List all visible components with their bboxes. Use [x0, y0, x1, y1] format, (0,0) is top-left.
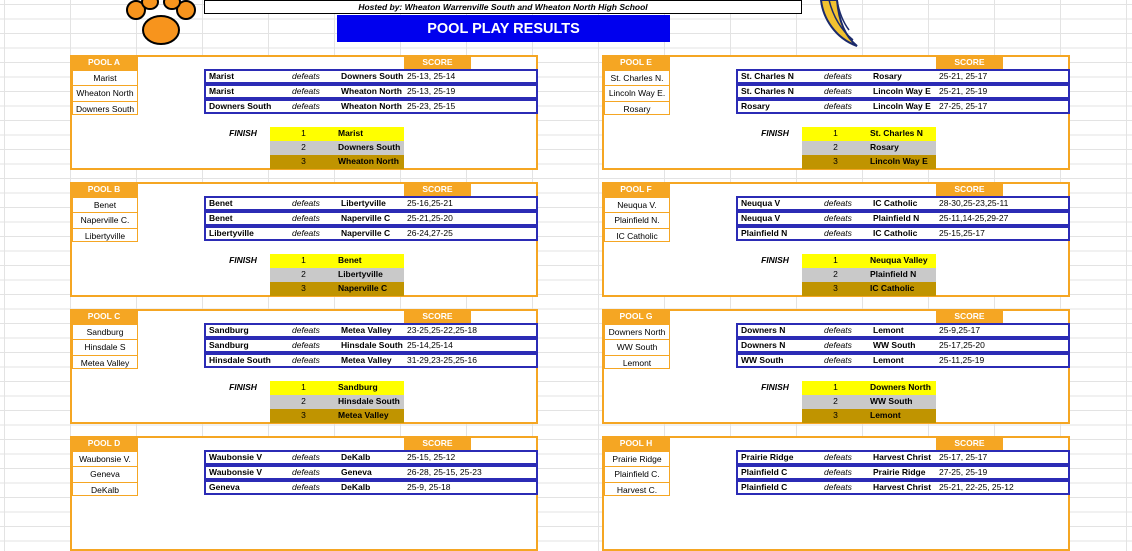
match-loser: DeKalb [341, 452, 371, 462]
match-loser: Wheaton North [341, 101, 402, 111]
place-team: Downers North [870, 382, 931, 392]
match-loser: Downers South [341, 71, 404, 81]
pool-team: Downers North [608, 327, 666, 337]
place-number: 3 [833, 410, 838, 420]
pool-teams-list [72, 451, 138, 496]
place-number: 2 [301, 142, 306, 152]
finish-place-3 [802, 409, 936, 423]
match-winner: Marist [209, 86, 235, 96]
defeats-label: defeats [824, 355, 852, 365]
match-score: 25-21, 25-19 [939, 86, 988, 96]
match-result-row [204, 196, 538, 211]
place-team: Hinsdale South [338, 396, 400, 406]
match-winner: Prairie Ridge [741, 452, 794, 462]
match-score: 27-25, 25-19 [939, 467, 988, 477]
match-loser: Rosary [873, 71, 902, 81]
pool-team: Wheaton North [73, 85, 137, 100]
defeats-label: defeats [292, 452, 320, 462]
match-loser: Naperville C [341, 228, 391, 238]
match-score: 27-25, 25-17 [939, 101, 988, 111]
page-title: POOL PLAY RESULTS [337, 15, 670, 42]
match-score: 28-30,25-23,25-11 [939, 198, 1009, 208]
match-result-row [204, 323, 538, 338]
pool-name: POOL A [70, 55, 138, 70]
score-header: SCORE [404, 182, 471, 197]
defeats-label: defeats [824, 71, 852, 81]
finish-place-2 [802, 395, 936, 409]
pool-team: Plainfield C. [605, 466, 669, 481]
pool-teams-list [604, 451, 670, 496]
place-team: Downers South [338, 142, 401, 152]
match-winner: Waubonsie V [209, 452, 263, 462]
match-loser: Libertyville [341, 198, 386, 208]
match-result-row [736, 450, 1070, 465]
place-number: 1 [301, 255, 306, 265]
defeats-label: defeats [824, 101, 852, 111]
pool-d-block [70, 436, 538, 551]
match-score: 25-11,14-25,29-27 [939, 213, 1009, 223]
place-team: St. Charles N [870, 128, 923, 138]
place-team: Naperville C [338, 283, 388, 293]
place-number: 2 [301, 396, 306, 406]
match-winner: Neuqua V [741, 198, 781, 208]
finish-label: FINISH [229, 382, 257, 392]
defeats-label: defeats [292, 340, 320, 350]
match-result-row [736, 226, 1070, 241]
place-team: IC Catholic [870, 283, 915, 293]
defeats-label: defeats [824, 452, 852, 462]
match-winner: Plainfield C [741, 482, 788, 492]
place-team: Neuqua Valley [870, 255, 928, 265]
match-result-row [736, 196, 1070, 211]
finish-place-2 [270, 141, 404, 155]
pool-team: Metea Valley [73, 355, 137, 370]
match-loser: Prairie Ridge [873, 467, 926, 477]
defeats-label: defeats [824, 228, 852, 238]
pool-team: Sandburg [86, 327, 124, 337]
pool-team: DeKalb [73, 482, 137, 497]
tiger-paw-logo [120, 0, 202, 46]
match-loser: IC Catholic [873, 198, 918, 208]
defeats-label: defeats [824, 340, 852, 350]
pool-team: WW South [605, 339, 669, 354]
match-result-row [736, 353, 1070, 368]
place-team: Marist [338, 128, 364, 138]
place-team: Plainfield N [870, 269, 917, 279]
match-winner: Downers South [209, 101, 272, 111]
match-loser: IC Catholic [873, 228, 918, 238]
place-team: Libertyville [338, 269, 383, 279]
defeats-label: defeats [824, 467, 852, 477]
pool-teams-list [72, 324, 138, 369]
place-team: Lemont [870, 410, 901, 420]
finish-place-2 [802, 268, 936, 282]
match-winner: Benet [209, 213, 233, 223]
match-score: 25-13, 25-14 [407, 71, 456, 81]
match-score: 25-14,25-14 [407, 340, 453, 350]
match-loser: Lincoln Way E [873, 101, 931, 111]
pool-team: Naperville C. [73, 212, 137, 227]
match-winner: Sandburg [209, 325, 249, 335]
pool-team: Neuqua V. [617, 200, 657, 210]
defeats-label: defeats [292, 228, 320, 238]
match-result-row [204, 338, 538, 353]
place-number: 1 [301, 128, 306, 138]
match-score: 25-9,25-17 [939, 325, 981, 335]
match-winner: Plainfield C [741, 467, 788, 477]
pool-f-block [602, 182, 1070, 297]
pool-c-block [70, 309, 538, 424]
pool-e-block [602, 55, 1070, 170]
place-number: 1 [833, 255, 838, 265]
defeats-label: defeats [824, 325, 852, 335]
match-loser: DeKalb [341, 482, 371, 492]
finish-label: FINISH [229, 255, 257, 265]
match-result-row [204, 226, 538, 241]
pool-team: Downers South [73, 101, 137, 116]
match-score: 25-21,25-20 [407, 213, 453, 223]
match-winner: Sandburg [209, 340, 249, 350]
finish-label: FINISH [761, 128, 789, 138]
finish-place-3 [802, 282, 936, 296]
defeats-label: defeats [292, 71, 320, 81]
defeats-label: defeats [292, 101, 320, 111]
pool-team: Lincoln Way E. [605, 85, 669, 100]
place-number: 2 [833, 142, 838, 152]
match-score: 25-13, 25-19 [407, 86, 456, 96]
match-result-row [736, 69, 1070, 84]
match-result-row [736, 480, 1070, 495]
place-team: WW South [870, 396, 913, 406]
match-loser: Lemont [873, 355, 904, 365]
pool-teams-list [604, 70, 670, 115]
finish-place-3 [270, 155, 404, 169]
pool-teams-list [604, 197, 670, 242]
place-number: 1 [301, 382, 306, 392]
falcon-wing-logo [815, 0, 865, 48]
place-number: 1 [833, 128, 838, 138]
score-header: SCORE [404, 309, 471, 324]
match-winner: Hinsdale South [209, 355, 271, 365]
pool-team: Hinsdale S [73, 339, 137, 354]
score-header: SCORE [936, 182, 1003, 197]
match-result-row [736, 465, 1070, 480]
pool-g-block [602, 309, 1070, 424]
match-score: 25-15,25-17 [939, 228, 985, 238]
match-result-row [204, 353, 538, 368]
finish-place-1 [270, 254, 404, 268]
pool-team: Prairie Ridge [612, 454, 662, 464]
pool-name: POOL F [602, 182, 670, 197]
defeats-label: defeats [824, 198, 852, 208]
match-winner: Downers N [741, 325, 786, 335]
place-number: 1 [833, 382, 838, 392]
pool-teams-list [72, 197, 138, 242]
place-team: Wheaton North [338, 156, 399, 166]
match-winner: St. Charles N [741, 71, 794, 81]
score-header: SCORE [404, 55, 471, 70]
score-header: SCORE [404, 436, 471, 451]
pool-name: POOL H [602, 436, 670, 451]
match-loser: Hinsdale South [341, 340, 403, 350]
place-team: Benet [338, 255, 362, 265]
match-winner: Libertyville [209, 228, 254, 238]
place-number: 3 [301, 410, 306, 420]
match-loser: Naperville C [341, 213, 391, 223]
pool-name: POOL G [602, 309, 670, 324]
match-winner: Waubonsie V [209, 467, 263, 477]
match-score: 23-25,25-22,25-18 [407, 325, 477, 335]
finish-place-2 [802, 141, 936, 155]
place-number: 3 [301, 283, 306, 293]
finish-place-1 [802, 127, 936, 141]
match-loser: Plainfield N [873, 213, 920, 223]
defeats-label: defeats [292, 213, 320, 223]
defeats-label: defeats [292, 467, 320, 477]
match-result-row [204, 480, 538, 495]
match-result-row [736, 211, 1070, 226]
place-team: Metea Valley [338, 410, 389, 420]
finish-label: FINISH [761, 255, 789, 265]
match-score: 25-23, 25-15 [407, 101, 456, 111]
match-result-row [736, 84, 1070, 99]
pool-team: Waubonsie V. [79, 454, 131, 464]
pool-name: POOL B [70, 182, 138, 197]
match-result-row [204, 211, 538, 226]
pool-team: Plainfield N. [605, 212, 669, 227]
match-score: 26-24,27-25 [407, 228, 453, 238]
match-winner: Neuqua V [741, 213, 781, 223]
match-result-row [204, 69, 538, 84]
match-score: 31-29,23-25,25-16 [407, 355, 477, 365]
match-loser: Harvest Christ [873, 482, 932, 492]
place-team: Rosary [870, 142, 899, 152]
match-winner: WW South [741, 355, 784, 365]
match-result-row [736, 323, 1070, 338]
finish-place-3 [270, 409, 404, 423]
match-loser: Lincoln Way E [873, 86, 931, 96]
pool-team: Benet [93, 200, 117, 210]
match-result-row [736, 338, 1070, 353]
finish-place-1 [270, 381, 404, 395]
match-winner: Plainfield N [741, 228, 788, 238]
pool-b-block [70, 182, 538, 297]
finish-place-3 [802, 155, 936, 169]
pool-h-block [602, 436, 1070, 551]
match-winner: Geneva [209, 482, 240, 492]
place-number: 2 [301, 269, 306, 279]
finish-place-3 [270, 282, 404, 296]
match-loser: Metea Valley [341, 325, 392, 335]
pool-team: Rosary [605, 101, 669, 116]
place-number: 2 [833, 396, 838, 406]
match-result-row [204, 465, 538, 480]
pool-team: St. Charles N. [610, 73, 664, 83]
match-winner: Rosary [741, 101, 770, 111]
match-winner: Benet [209, 198, 233, 208]
defeats-label: defeats [824, 213, 852, 223]
place-team: Sandburg [338, 382, 378, 392]
match-score: 25-17,25-20 [939, 340, 985, 350]
finish-place-2 [270, 268, 404, 282]
place-team: Lincoln Way E [870, 156, 928, 166]
match-result-row [736, 99, 1070, 114]
defeats-label: defeats [292, 198, 320, 208]
match-score: 25-21, 22-25, 25-12 [939, 482, 1014, 492]
hosted-by-banner: Hosted by: Wheaton Warrenville South and Wheaton North High School [204, 0, 802, 14]
place-number: 2 [833, 269, 838, 279]
match-loser: Harvest Christ [873, 452, 932, 462]
match-loser: Geneva [341, 467, 372, 477]
match-winner: Marist [209, 71, 235, 81]
match-result-row [204, 84, 538, 99]
pool-team: IC Catholic [605, 228, 669, 243]
pool-name: POOL C [70, 309, 138, 324]
finish-place-1 [802, 254, 936, 268]
pool-team: Harvest C. [605, 482, 669, 497]
defeats-label: defeats [292, 482, 320, 492]
match-winner: Downers N [741, 340, 786, 350]
defeats-label: defeats [292, 86, 320, 96]
pool-team: Geneva [73, 466, 137, 481]
pool-team: Marist [93, 73, 117, 83]
pool-a-block [70, 55, 538, 170]
defeats-label: defeats [292, 355, 320, 365]
match-loser: Lemont [873, 325, 904, 335]
pool-name: POOL E [602, 55, 670, 70]
finish-place-2 [270, 395, 404, 409]
match-result-row [204, 99, 538, 114]
pool-teams-list [604, 324, 670, 369]
match-loser: Metea Valley [341, 355, 392, 365]
match-score: 25-17, 25-17 [939, 452, 988, 462]
score-header: SCORE [936, 55, 1003, 70]
match-score: 25-16,25-21 [407, 198, 453, 208]
pool-name: POOL D [70, 436, 138, 451]
finish-place-1 [270, 127, 404, 141]
place-number: 3 [301, 156, 306, 166]
match-winner: St. Charles N [741, 86, 794, 96]
pool-teams-list [72, 70, 138, 115]
match-loser: WW South [873, 340, 916, 350]
defeats-label: defeats [292, 325, 320, 335]
score-header: SCORE [936, 436, 1003, 451]
match-score: 25-21, 25-17 [939, 71, 988, 81]
match-score: 25-15, 25-12 [407, 452, 456, 462]
match-result-row [204, 450, 538, 465]
match-loser: Wheaton North [341, 86, 402, 96]
defeats-label: defeats [824, 482, 852, 492]
finish-label: FINISH [229, 128, 257, 138]
finish-label: FINISH [761, 382, 789, 392]
match-score: 25-11,25-19 [939, 355, 985, 365]
finish-place-1 [802, 381, 936, 395]
place-number: 3 [833, 156, 838, 166]
match-score: 26-28, 25-15, 25-23 [407, 467, 482, 477]
pool-team: Libertyville [73, 228, 137, 243]
score-header: SCORE [936, 309, 1003, 324]
place-number: 3 [833, 283, 838, 293]
defeats-label: defeats [824, 86, 852, 96]
match-score: 25-9, 25-18 [407, 482, 451, 492]
pool-team: Lemont [605, 355, 669, 370]
